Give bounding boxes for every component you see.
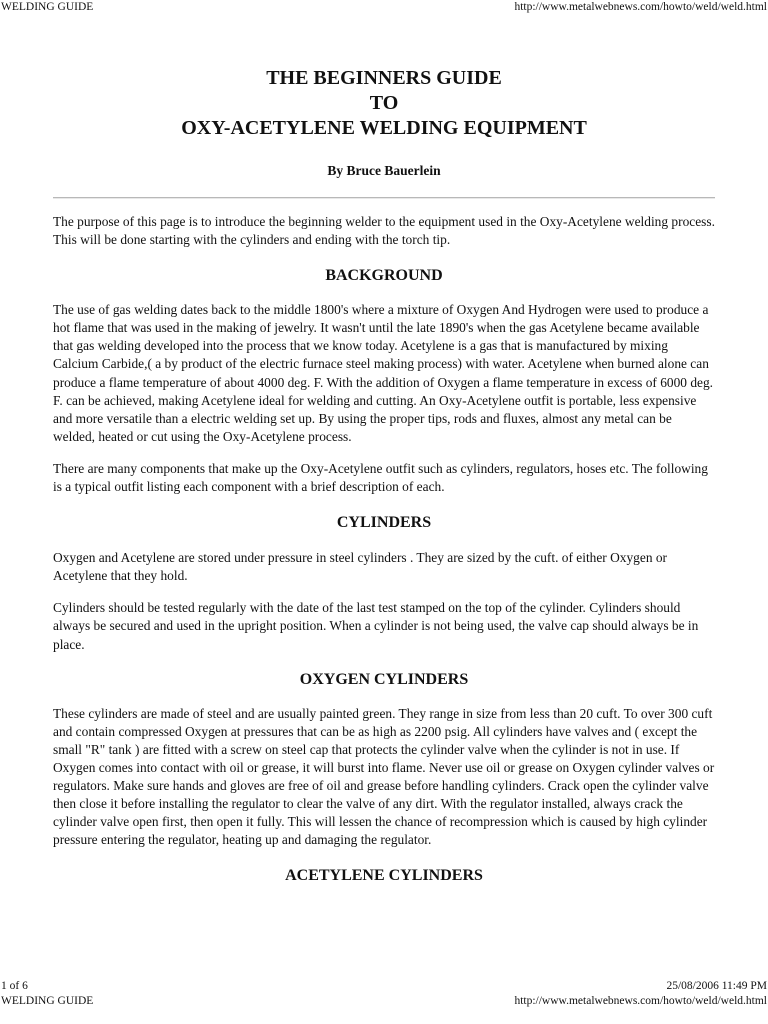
title-line-2: TO — [369, 92, 399, 114]
horizontal-rule — [53, 197, 715, 199]
author-byline: By Bruce Bauerlein — [327, 163, 441, 178]
header-title: WELDING GUIDE — [1, 1, 94, 13]
heading-oxygen-cylinders: OXYGEN CYLINDERS — [299, 670, 469, 688]
heading-background: BACKGROUND — [325, 267, 443, 285]
heading-acetylene-cylinders: ACETYLENE CYLINDERS — [285, 867, 483, 885]
oxygen-cylinders-paragraph: These cylinders are made of steel and are usually painted green. They range in size from less than 20 cuft. To over 300 cuft and contain compressed Oxygen at pressures that can be as high as 2200 psig. All cylinders have valves and ( except the small "R" tank ) are fitted with a screw on steel cap that protects the cylinder valve when the cylinder is not in use. If Oxygen comes into contact with oil or grease, it will burst into flame. Never use oil or grease on Oxygen cylinder valves or regulators. Make sure hands and gloves are free of oil and grease before handling cylinders. Crack open the cylinder valve then close it before installing the regulator to clear the valve of any dirt. With the regulator installed, always crack the cylinder valve open first, then open it fully. This will lessen the chance of recompression which is caused by high cylinder pressure entering the regulator, heating up and damaging the regulator. — [53, 705, 715, 848]
title-line-3: OXY-ACETYLENE WELDING EQUIPMENT — [181, 117, 587, 139]
header-url: http://www.metalwebnews.com/howto/weld/weld.html — [514, 1, 767, 13]
footer-title: WELDING GUIDE — [1, 995, 94, 1007]
cylinders-paragraph-1: Oxygen and Acetylene are stored under pressure in steel cylinders . They are sized by the cuft. of either Oxygen or Acetylene that they hold. — [53, 550, 668, 584]
intro-paragraph: The purpose of this page is to introduce the beginning welder to the equipment used in the Oxy-Acetylene welding process. This will be done starting with the cylinders and ending with the torch tip. — [53, 214, 715, 248]
footer-url: http://www.metalwebnews.com/howto/weld/weld.html — [514, 995, 767, 1007]
cylinders-paragraph-2: Cylinders should be tested regularly with the date of the last test stamped on the top of the cylinder. Cylinders should always be secured and used in the upright position. When a cylinder is not being used, the valve cap should always be in place. — [53, 600, 699, 652]
background-paragraph-1: The use of gas welding dates back to the middle 1800's where a mixture of Oxygen And Hydrogen were used to produce a hot flame that was used in the making of jewelry. It wasn't until the late 1890's when the gas Acetylene became available that gas welding developed into the process that we know today. Acetylene is a gas that is manufactured by mixing Calcium Carbide,( a by product of the electric furnace steel making process) with water. Acetylene when burned alone can produce a flame temperature of about 4000 deg. F. With the addition of Oxygen a flame temperature in excess of 6000 deg. F. can be achieved, making Acetylene ideal for welding and cutting. An Oxy-Acetylene outfit is portable, less expensive and more versatile than a electric welding set up. By using the proper tips, rods and fluxes, almost any metal can be welded, heated or cut using the Oxy-Acetylene process. — [53, 302, 714, 444]
print-timestamp: 25/08/2006 11:49 PM — [666, 980, 767, 992]
document-title — [53, 66, 715, 141]
document-body — [53, 66, 715, 886]
background-paragraph-2: There are many components that make up the Oxy-Acetylene outfit such as cylinders, regulators, hoses etc. The following is a typical outfit listing each component with a brief description of each. — [53, 460, 708, 495]
title-line-1: THE BEGINNERS GUIDE — [266, 67, 502, 89]
page-number: 1 of 6 — [1, 980, 28, 992]
heading-cylinders: CYLINDERS — [336, 514, 432, 532]
